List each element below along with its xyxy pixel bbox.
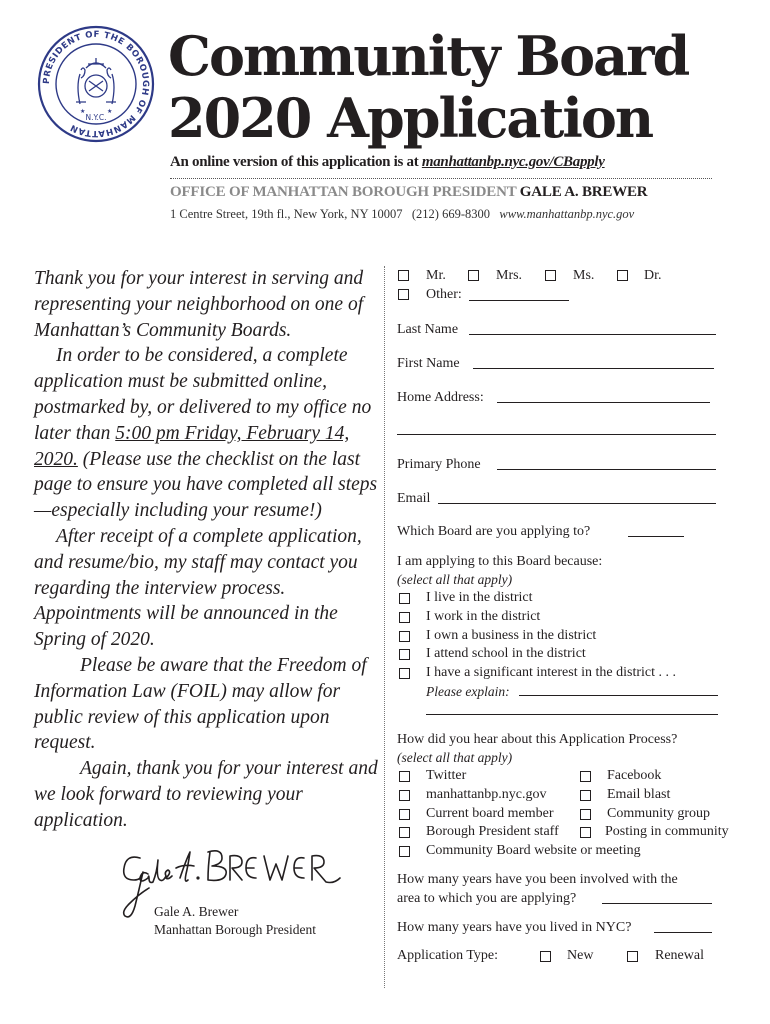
online-note-text: An online version of this application is at <box>170 154 422 170</box>
checkbox-cb-website-meeting[interactable] <box>399 846 410 857</box>
hear-website-label: manhattanbp.nyc.gov <box>426 787 547 802</box>
hear-cb-website-label: Community Board website or meeting <box>426 843 641 858</box>
home-address-field-line-1[interactable] <box>497 402 710 403</box>
letter-paragraph-5: Again, thank you for your interest and we look forward to reviewing your application. <box>34 758 378 831</box>
reason-interest-label: I have a significant interest in the district . . . <box>426 665 676 680</box>
signer-name: Gale A. Brewer <box>154 904 239 919</box>
honorific-mrs-label: Mrs. <box>496 268 523 283</box>
checkbox-community-group[interactable] <box>580 809 591 820</box>
reasons-question: I am applying to this Board because: <box>397 554 603 569</box>
seal-ring-text: PRESIDENT OF THE BOROUGH OF MANHATTAN <box>41 29 151 139</box>
checkbox-own-business[interactable] <box>399 631 410 642</box>
checkbox-ms[interactable] <box>545 270 556 281</box>
primary-phone-field[interactable] <box>497 469 716 470</box>
hear-board-member-label: Current board member <box>426 806 554 821</box>
checkbox-website[interactable] <box>399 790 410 801</box>
online-application-link[interactable]: manhattanbp.nyc.gov/CBapply <box>421 154 605 170</box>
checkbox-posting-in-community[interactable] <box>580 827 591 838</box>
borough-president-seal <box>36 24 156 144</box>
hear-email-blast-label: Email blast <box>607 787 671 802</box>
letter-paragraph-1: Thank you for your interest in serving and representing your neighborhood on one of Manhattan’s Community Boards. <box>34 268 364 341</box>
reason-school-label: I attend school in the district <box>426 646 586 661</box>
last-name-label: Last Name <box>397 322 459 337</box>
checkbox-live-in-district[interactable] <box>399 593 410 604</box>
checkbox-dr[interactable] <box>617 270 628 281</box>
years-nyc-label: How many years have you lived in NYC? <box>397 920 632 935</box>
letter-paragraph-3: After receipt of a complete application, and resume/bio, my staff may contact you regarding the interview process. Appointments will be announced in the Spring of 2020. <box>34 525 362 651</box>
which-board-label: Which Board are you applying to? <box>397 524 591 539</box>
signer-title: Manhattan Borough President <box>154 922 316 937</box>
hear-community-group-label: Community group <box>607 806 711 821</box>
home-address-label: Home Address: <box>397 390 484 405</box>
last-name-field[interactable] <box>469 334 716 335</box>
checkbox-work-in-district[interactable] <box>399 612 410 623</box>
column-divider <box>384 266 385 988</box>
years-involved-field[interactable] <box>602 903 712 904</box>
email-label: Email <box>397 491 431 506</box>
letter-paragraph-2-end: (Please use the checklist on the last page to ensure you have completed all steps—especially including your resume!) <box>34 448 378 522</box>
letter-paragraph-4: Please be aware that the Freedom of Information Law (FOIL) may allow for public review of this application upon request. <box>34 654 367 754</box>
reason-live-label: I live in the district <box>426 590 533 605</box>
star-icon: ★ <box>107 108 113 115</box>
header-divider <box>170 178 712 179</box>
page-title-line-1: Community Board <box>168 24 689 88</box>
online-version-note <box>170 154 605 171</box>
hear-posting-label: Posting in community <box>605 824 729 839</box>
borough-president-name: GALE A. BREWER <box>519 184 648 200</box>
honorific-dr-label: Dr. <box>644 268 662 283</box>
seal-bottom-text: N.Y.C. <box>85 113 107 122</box>
application-deadline: 5:00 pm Friday, February 14, 2020. <box>34 422 350 470</box>
other-honorific-field[interactable] <box>469 300 569 301</box>
checkbox-mrs[interactable] <box>468 270 479 281</box>
honorific-other-label: Other: <box>426 287 462 302</box>
please-explain-label: Please explain: <box>426 684 510 699</box>
office-address: 1 Centre Street, 19th fl., New York, NY 10007 <box>170 207 403 221</box>
honorific-mr-label: Mr. <box>426 268 446 283</box>
which-board-field[interactable] <box>628 536 684 537</box>
explain-field-line-1[interactable] <box>519 695 718 696</box>
reasons-hint: (select all that apply) <box>397 572 513 587</box>
checkbox-email-blast[interactable] <box>580 790 591 801</box>
checkbox-facebook[interactable] <box>580 771 591 782</box>
star-icon: ★ <box>80 108 86 115</box>
application-type-renewal-label: Renewal <box>655 948 704 963</box>
checkbox-new[interactable] <box>540 951 551 962</box>
office-label: OFFICE OF MANHATTAN BOROUGH PRESIDENT <box>170 184 520 200</box>
reason-work-label: I work in the district <box>426 609 541 624</box>
email-field[interactable] <box>438 503 716 504</box>
reason-business-label: I own a business in the district <box>426 628 597 643</box>
application-type-label: Application Type: <box>397 948 499 963</box>
hear-question: How did you hear about this Application Process? <box>397 732 678 747</box>
honorific-ms-label: Ms. <box>573 268 595 283</box>
checkbox-other[interactable] <box>398 289 409 300</box>
years-nyc-field[interactable] <box>654 932 712 933</box>
letter-paragraph-2 <box>34 343 379 524</box>
office-line <box>170 184 647 201</box>
hear-facebook-label: Facebook <box>607 768 662 783</box>
page-title-line-2: 2020 Application <box>168 86 653 150</box>
letter-paragraph-2-start: In order to be considered, a complete application must be submitted online, postmarked by, or delivered to my office no later than <box>34 345 372 444</box>
checkbox-renewal[interactable] <box>627 951 638 962</box>
first-name-label: First Name <box>397 356 460 371</box>
primary-phone-label: Primary Phone <box>397 457 481 472</box>
office-website-link[interactable]: www.manhattanbp.nyc.gov <box>499 207 635 221</box>
checkbox-significant-interest[interactable] <box>399 668 410 679</box>
checkbox-twitter[interactable] <box>399 771 410 782</box>
years-involved-label-line-2: area to which you are applying? <box>397 891 577 906</box>
hear-twitter-label: Twitter <box>426 768 467 783</box>
application-type-new-label: New <box>567 948 594 963</box>
contact-line <box>170 207 634 222</box>
checkbox-attend-school[interactable] <box>399 649 410 660</box>
hear-hint: (select all that apply) <box>397 750 513 765</box>
office-phone: (212) 669-8300 <box>411 207 491 221</box>
hear-bp-staff-label: Borough President staff <box>426 824 559 839</box>
first-name-field[interactable] <box>473 368 714 369</box>
checkbox-bp-staff[interactable] <box>399 827 410 838</box>
home-address-field-line-2[interactable] <box>397 434 716 435</box>
checkbox-mr[interactable] <box>398 270 409 281</box>
years-involved-label-line-1: How many years have you been involved with the <box>397 872 678 887</box>
welcome-letter <box>34 266 379 834</box>
explain-field-line-2[interactable] <box>426 714 718 715</box>
checkbox-current-board-member[interactable] <box>399 809 410 820</box>
